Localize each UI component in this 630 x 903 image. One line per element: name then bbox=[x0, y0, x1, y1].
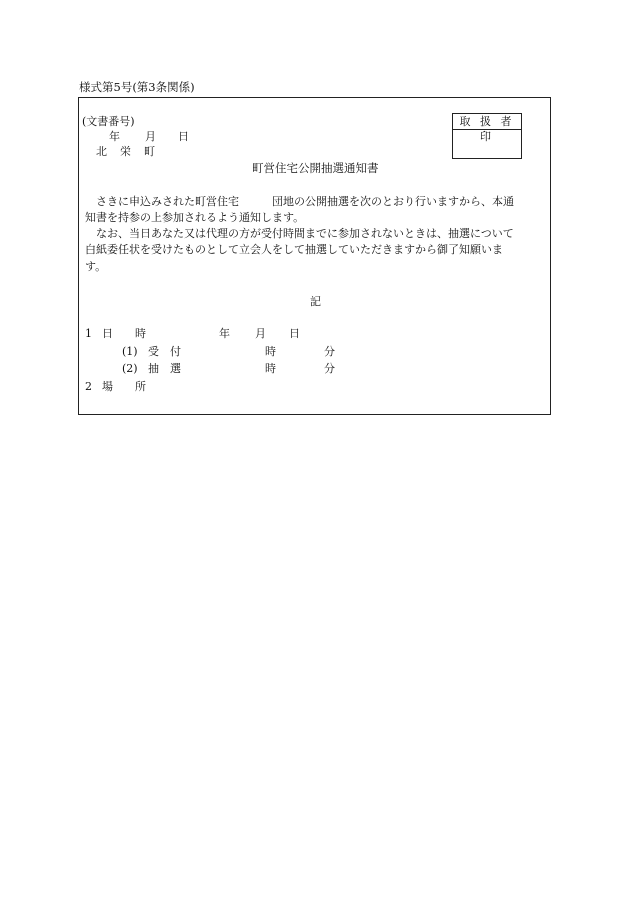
body-p2-line2: 白紙委任状を受けたものとして立会人をして抽選していただきますから御了知願いま bbox=[85, 243, 503, 256]
ki-marker: 記 bbox=[310, 295, 321, 308]
item1-number: 1 bbox=[85, 327, 92, 340]
sub2-number: (2) bbox=[122, 362, 138, 375]
date-month-label: 月 bbox=[145, 130, 156, 143]
date-year-label: 年 bbox=[109, 130, 120, 143]
body-p1-line1: さきに申込みされた町営住宅 団地の公開抽選を次のとおり行いますから、本通 bbox=[96, 195, 514, 208]
handler-stamp-box bbox=[452, 113, 522, 159]
body-p2-line3: す。 bbox=[85, 260, 107, 273]
item1-year: 年 bbox=[219, 327, 230, 340]
sub1-number: (1) bbox=[122, 345, 138, 358]
stamp-title: 取 扱 者 印 bbox=[453, 114, 521, 130]
date-day-label: 日 bbox=[178, 130, 189, 143]
sub2-minute: 分 bbox=[324, 362, 335, 375]
document-title: 町営住宅公開抽選通知書 bbox=[252, 161, 379, 175]
item1-day: 日 bbox=[289, 327, 300, 340]
body-p2-line1: なお、当日あなた又は代理の方が受付時間までに参加されないときは、抽選について bbox=[96, 227, 514, 240]
item2-label: 場 所 bbox=[102, 380, 146, 393]
item2-number: 2 bbox=[85, 380, 92, 393]
item1-month: 月 bbox=[255, 327, 266, 340]
body-p1-line2: 知書を持参の上参加されるよう通知します。 bbox=[85, 211, 305, 224]
doc-number: (文書番号) bbox=[82, 115, 135, 128]
item1-label: 日 時 bbox=[102, 327, 146, 340]
sub1-hour: 時 bbox=[265, 345, 276, 358]
sub1-label: 受 付 bbox=[148, 345, 181, 358]
form-label: 様式第5号(第3条関係) bbox=[79, 80, 195, 94]
sub1-minute: 分 bbox=[324, 345, 335, 358]
sub2-label: 抽 選 bbox=[148, 362, 181, 375]
sub2-hour: 時 bbox=[265, 362, 276, 375]
recipient: 北 栄 町 bbox=[96, 145, 156, 158]
